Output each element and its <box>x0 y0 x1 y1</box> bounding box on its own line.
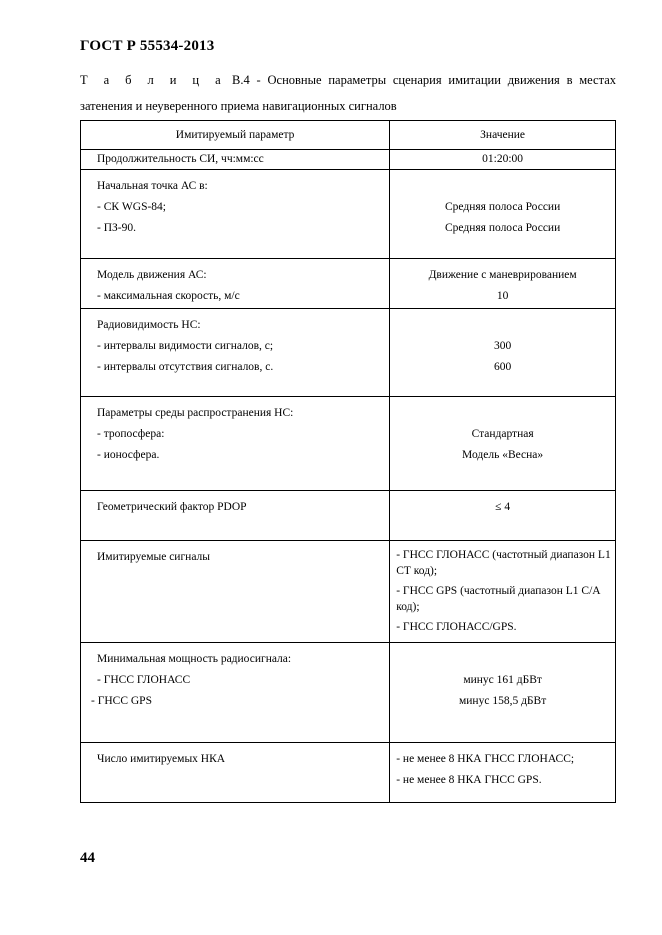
row-value-text: Средняя полоса России <box>444 222 561 234</box>
row-param-text: Начальная точка АС в: <box>97 180 208 192</box>
row-value-text: минус 158,5 дБВт <box>459 695 547 707</box>
row-value-text: Стандартная <box>471 428 534 440</box>
parameters-table <box>80 120 616 803</box>
row-value-text: - ГНСС ГЛОНАСС (частотный диапазон L1 СТ код); <box>396 549 611 577</box>
table-header-row <box>81 121 616 150</box>
row-value-text: 600 <box>493 361 512 373</box>
table-row <box>81 643 616 743</box>
table-row <box>81 491 616 541</box>
row-param-text: Минимальная мощность радиосигнала: <box>97 653 292 665</box>
table-row <box>81 541 616 643</box>
table-row <box>81 309 616 397</box>
row-value-text: - ГНСС ГЛОНАСС/GPS. <box>396 621 517 633</box>
row-value-text <box>390 176 615 197</box>
row-value-text: 10 <box>496 290 509 302</box>
row-param-text: - интервалы отсутствия сигналов, с. <box>97 361 274 373</box>
row-value-text: минус 161 дБВт <box>463 674 542 686</box>
table-row <box>81 170 616 259</box>
row-value-text: - не менее 8 НКА ГНСС ГЛОНАСС; <box>396 753 575 765</box>
row-value-text <box>390 403 615 424</box>
row-param-text: Продолжительность СИ, чч:мм:сс <box>97 153 264 165</box>
table-row <box>81 150 616 170</box>
row-value-text: - не менее 8 НКА ГНСС GPS. <box>396 774 542 786</box>
row-param-text: - ГНСС GPS <box>91 695 152 707</box>
table-row <box>81 743 616 803</box>
page-number: 44 <box>80 850 95 866</box>
row-param-text: - ПЗ-90. <box>97 222 136 234</box>
row-param-text: - ГНСС ГЛОНАСС <box>97 674 191 686</box>
row-value-text <box>390 649 615 670</box>
row-param-text: - СК WGS-84; <box>97 201 166 213</box>
document-header: ГОСТ Р 55534-2013 <box>80 38 215 54</box>
row-param-text: Модель движения АС: <box>97 269 207 281</box>
row-param-text: Геометрический фактор PDOP <box>97 501 247 513</box>
row-param-text: - ионосфера. <box>97 449 160 461</box>
row-value-text: ≤ 4 <box>495 501 511 513</box>
row-param-text: - максимальная скорость, м/с <box>97 290 240 302</box>
column-header-parameter: Имитируемый параметр <box>81 121 390 150</box>
row-value-text: - ГНСС GPS (частотный диапазон L1 С/А код); <box>396 585 601 613</box>
table-caption <box>80 67 616 119</box>
row-param-text: Число имитируемых НКА <box>97 753 226 765</box>
row-value-text <box>390 315 615 336</box>
table-row <box>81 259 616 309</box>
row-param-text: Имитируемые сигналы <box>97 551 211 563</box>
row-param-text: - тропосфера: <box>97 428 165 440</box>
row-value-text: 300 <box>493 340 512 352</box>
row-value-text: Движение с маневрированием <box>428 269 577 281</box>
caption-label: Т а б л и ц а <box>80 73 226 87</box>
caption-text: В.4 - Основные параметры сценария имитации движения в местах затенения и неуверенного приема навигационных сигналов <box>80 73 616 113</box>
row-value-text: Модель «Весна» <box>462 449 544 461</box>
row-value-text: Средняя полоса России <box>444 201 561 213</box>
table-row <box>81 397 616 491</box>
row-param-text: - интервалы видимости сигналов, с; <box>97 340 274 352</box>
row-param-text: Параметры среды распространения НС: <box>97 407 294 419</box>
column-header-value: Значение <box>390 121 616 150</box>
row-value-text: 01:20:00 <box>482 153 524 165</box>
row-param-text: Радиовидимость НС: <box>97 319 201 331</box>
